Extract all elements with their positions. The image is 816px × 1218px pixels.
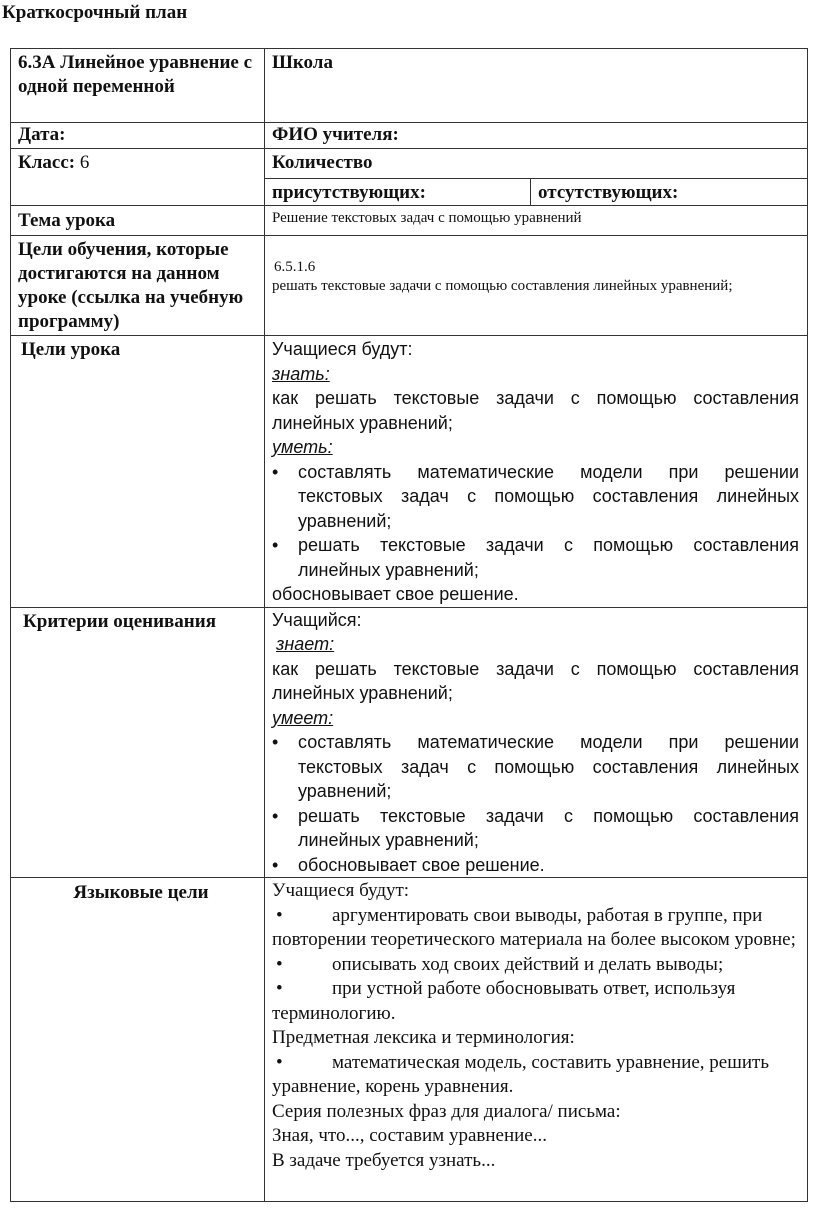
language-goals-label: Языковые цели — [11, 878, 265, 1202]
date-label: Дата: — [11, 123, 265, 149]
bullet-icon: • — [272, 854, 279, 875]
criteria-know-text: как решать текстовые задачи с помощью составления линейных уравнений; — [272, 658, 800, 703]
bullet-icon: • — [276, 978, 283, 999]
lesson-goals-bullet: • составлять математические модели при решении текстовых задач с помощью составления линейных уравнений; — [272, 460, 799, 534]
vocab-label: Предметная лексика и терминология: — [272, 1027, 575, 1048]
count-label: Количество — [265, 149, 808, 179]
lesson-goals-can-label: уметь: — [272, 437, 333, 457]
row-topic — [11, 206, 808, 236]
lesson-goals-know-label: знать: — [272, 363, 330, 384]
bullet-icon: • — [272, 535, 279, 555]
criteria-cell — [265, 607, 808, 878]
criteria-can-label: умеет: — [272, 707, 334, 728]
present-label: присутствующих: — [265, 179, 531, 206]
row-unit — [11, 49, 808, 123]
bullet-icon: • — [272, 732, 279, 752]
bullet-icon: • — [272, 461, 279, 482]
lesson-goals-cell — [265, 336, 808, 608]
language-goals-cell — [265, 878, 808, 1202]
learning-goal-code: 6.5.1.6 — [274, 259, 316, 275]
lesson-goals-label: Цели урока — [11, 336, 265, 608]
criteria-intro: Учащийся: — [272, 609, 362, 630]
learning-goals-label: Цели обучения, которые достигаются на данном уроке (ссылка на учебную программу) — [11, 236, 265, 336]
phrase-1: Зная, что..., составим уравнение... — [272, 1125, 547, 1146]
language-goals-bullet: • аргументировать свои выводы, работая в группе, при повторении теоретического материала на более высоком уровне; — [272, 904, 796, 950]
criteria-bullet: • обосновывает свое решение. — [272, 853, 799, 878]
phrase-2: В задаче требуется узнать... — [272, 1149, 496, 1171]
phrases-label: Серия полезных фраз для диалога/ письма: — [272, 1100, 621, 1122]
lesson-goals-intro: Учащиеся будут: — [272, 339, 413, 359]
page-title: Краткосрочный план — [2, 2, 188, 23]
class-cell — [11, 149, 265, 206]
row-lesson-goals — [11, 336, 808, 608]
row-class — [11, 149, 808, 179]
language-goals-bullet: • описывать ход своих действий и делать выводы; — [272, 953, 799, 978]
learning-goals-cell — [265, 236, 808, 336]
topic-label: Тема урока — [11, 206, 265, 236]
language-goals-bullet: • при устной работе обосновывать ответ, используя терминологию. — [272, 978, 736, 1024]
bullet-icon: • — [272, 805, 279, 826]
criteria-bullet: • решать текстовые задачи с помощью составления линейных уравнений; — [272, 804, 799, 853]
unit-cell: 6.3А Линейное уравнение с одной переменной — [11, 49, 265, 123]
teacher-label: ФИО учителя: — [265, 123, 808, 149]
vocab-bullet: • математическая модель, составить уравнение, решить уравнение, корень уравнения. — [272, 1051, 769, 1097]
row-language-goals — [11, 878, 808, 1202]
topic-value: Решение текстовых задач с помощью уравнений — [265, 206, 808, 236]
bullet-icon: • — [276, 1051, 283, 1073]
criteria-label: Критерии оценивания — [11, 607, 265, 878]
row-learning-goals — [11, 236, 808, 336]
lesson-goals-closing: обосновывает свое решение. — [272, 584, 519, 604]
criteria-know-label: знает: — [276, 634, 335, 654]
absent-label: отсутствующих: — [531, 179, 808, 206]
lesson-goals-know-text: как решать текстовые задачи с помощью составления линейных уравнений; — [272, 388, 800, 433]
row-criteria — [11, 607, 808, 878]
class-label: Класс: — [18, 152, 76, 173]
bullet-icon: • — [276, 904, 283, 926]
lesson-goals-bullet: • решать текстовые задачи с помощью составления линейных уравнений; — [272, 533, 799, 582]
language-goals-intro: Учащиеся будут: — [272, 880, 410, 901]
school-cell: Школа — [265, 49, 808, 123]
learning-goal-text: решать текстовые задачи с помощью составления линейных уравнений; — [272, 278, 733, 294]
row-date — [11, 123, 808, 149]
lesson-plan-table — [10, 48, 808, 1202]
criteria-bullet: • составлять математические модели при решении текстовых задач с помощью составления линейных уравнений; — [272, 730, 799, 804]
class-value: 6 — [79, 152, 90, 173]
bullet-icon: • — [276, 953, 283, 975]
